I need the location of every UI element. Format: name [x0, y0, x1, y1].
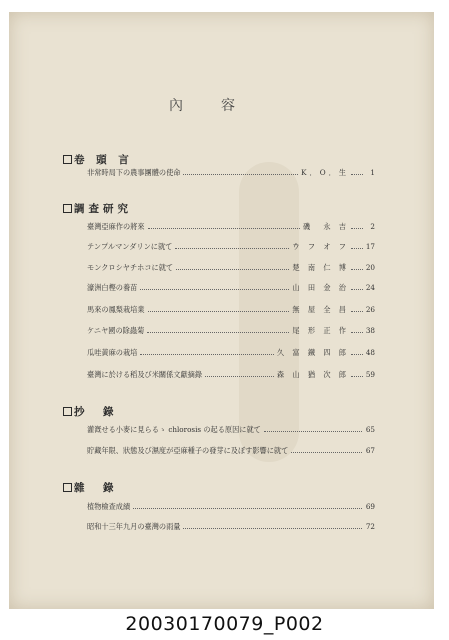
- toc-entry: 臺灣に於ける稻及び米關係文獻摘錄 森 山 猶 次 郎 59: [87, 369, 375, 379]
- toc-entry: 臺灣亞麻作の將來 磯 永 吉 2: [87, 221, 375, 231]
- leader-dots: [351, 288, 363, 290]
- toc-entry: 昭和十三年九月の臺灣の雨量 72: [87, 521, 375, 531]
- toc-entry: 植物檢查成績 69: [87, 501, 375, 511]
- page-title: 內 容: [169, 98, 247, 114]
- leader-dots: [351, 247, 363, 249]
- toc-entry: 灌漑せる小麥に見らるゝ chlorosis の起る原因に就て 65: [87, 424, 375, 434]
- toc-entry: 非常時局下の農事團體の使命 K．O．生 1: [87, 167, 375, 177]
- leader-dots: [264, 430, 362, 432]
- leader-dots: [148, 310, 290, 312]
- checkbox-square-icon: [63, 483, 72, 492]
- leader-dots: [140, 288, 289, 290]
- toc-entry: 瓜哇黃麻の栽培 久 富 鐵 四 郎 48: [87, 347, 375, 357]
- leader-dots: [351, 173, 363, 175]
- leader-dots: [140, 353, 274, 355]
- image-caption: 20030170079_P002: [125, 613, 324, 635]
- leader-dots: [133, 507, 362, 509]
- leader-dots: [291, 451, 362, 453]
- leader-dots: [351, 375, 363, 377]
- toc-entry: 濠洲白樫の養苗 山 田 金 治 24: [87, 282, 375, 292]
- toc-entry: 貯藏年限、狀態及び濕度が亞麻種子の發芽に及ぼす影響に就て 67: [87, 445, 375, 455]
- leader-dots: [351, 331, 363, 333]
- checkbox-square-icon: [63, 155, 72, 164]
- leader-dots: [351, 268, 363, 270]
- leader-dots: [176, 268, 289, 270]
- leader-dots: [351, 353, 363, 355]
- leader-dots: [183, 527, 362, 529]
- checkbox-square-icon: [63, 204, 72, 213]
- section-heading: 調查研究: [63, 201, 132, 216]
- toc-entry: モンクロシヤチホコに就て 楚 南 仁 博 20: [87, 262, 375, 272]
- checkbox-square-icon: [63, 407, 72, 416]
- toc-entry: 馬來の鳳梨栽培業 無 屋 全 昌 26: [87, 304, 375, 314]
- section-heading: 抄 錄: [63, 404, 118, 419]
- section-heading: 卷 頭 言: [63, 152, 133, 167]
- leader-dots: [175, 247, 289, 249]
- leader-dots: [148, 227, 300, 229]
- toc-entry: ケニヤ國の除蟲菊 尾 形 正 作 38: [87, 325, 375, 335]
- leader-dots: [183, 173, 298, 175]
- leader-dots: [205, 375, 274, 377]
- leader-dots: [351, 227, 363, 229]
- leader-dots: [147, 331, 289, 333]
- toc-entry: テンプルマンダリンに就て ウ フ オ フ 17: [87, 241, 375, 251]
- leader-dots: [351, 310, 363, 312]
- section-heading: 雜 錄: [63, 480, 118, 495]
